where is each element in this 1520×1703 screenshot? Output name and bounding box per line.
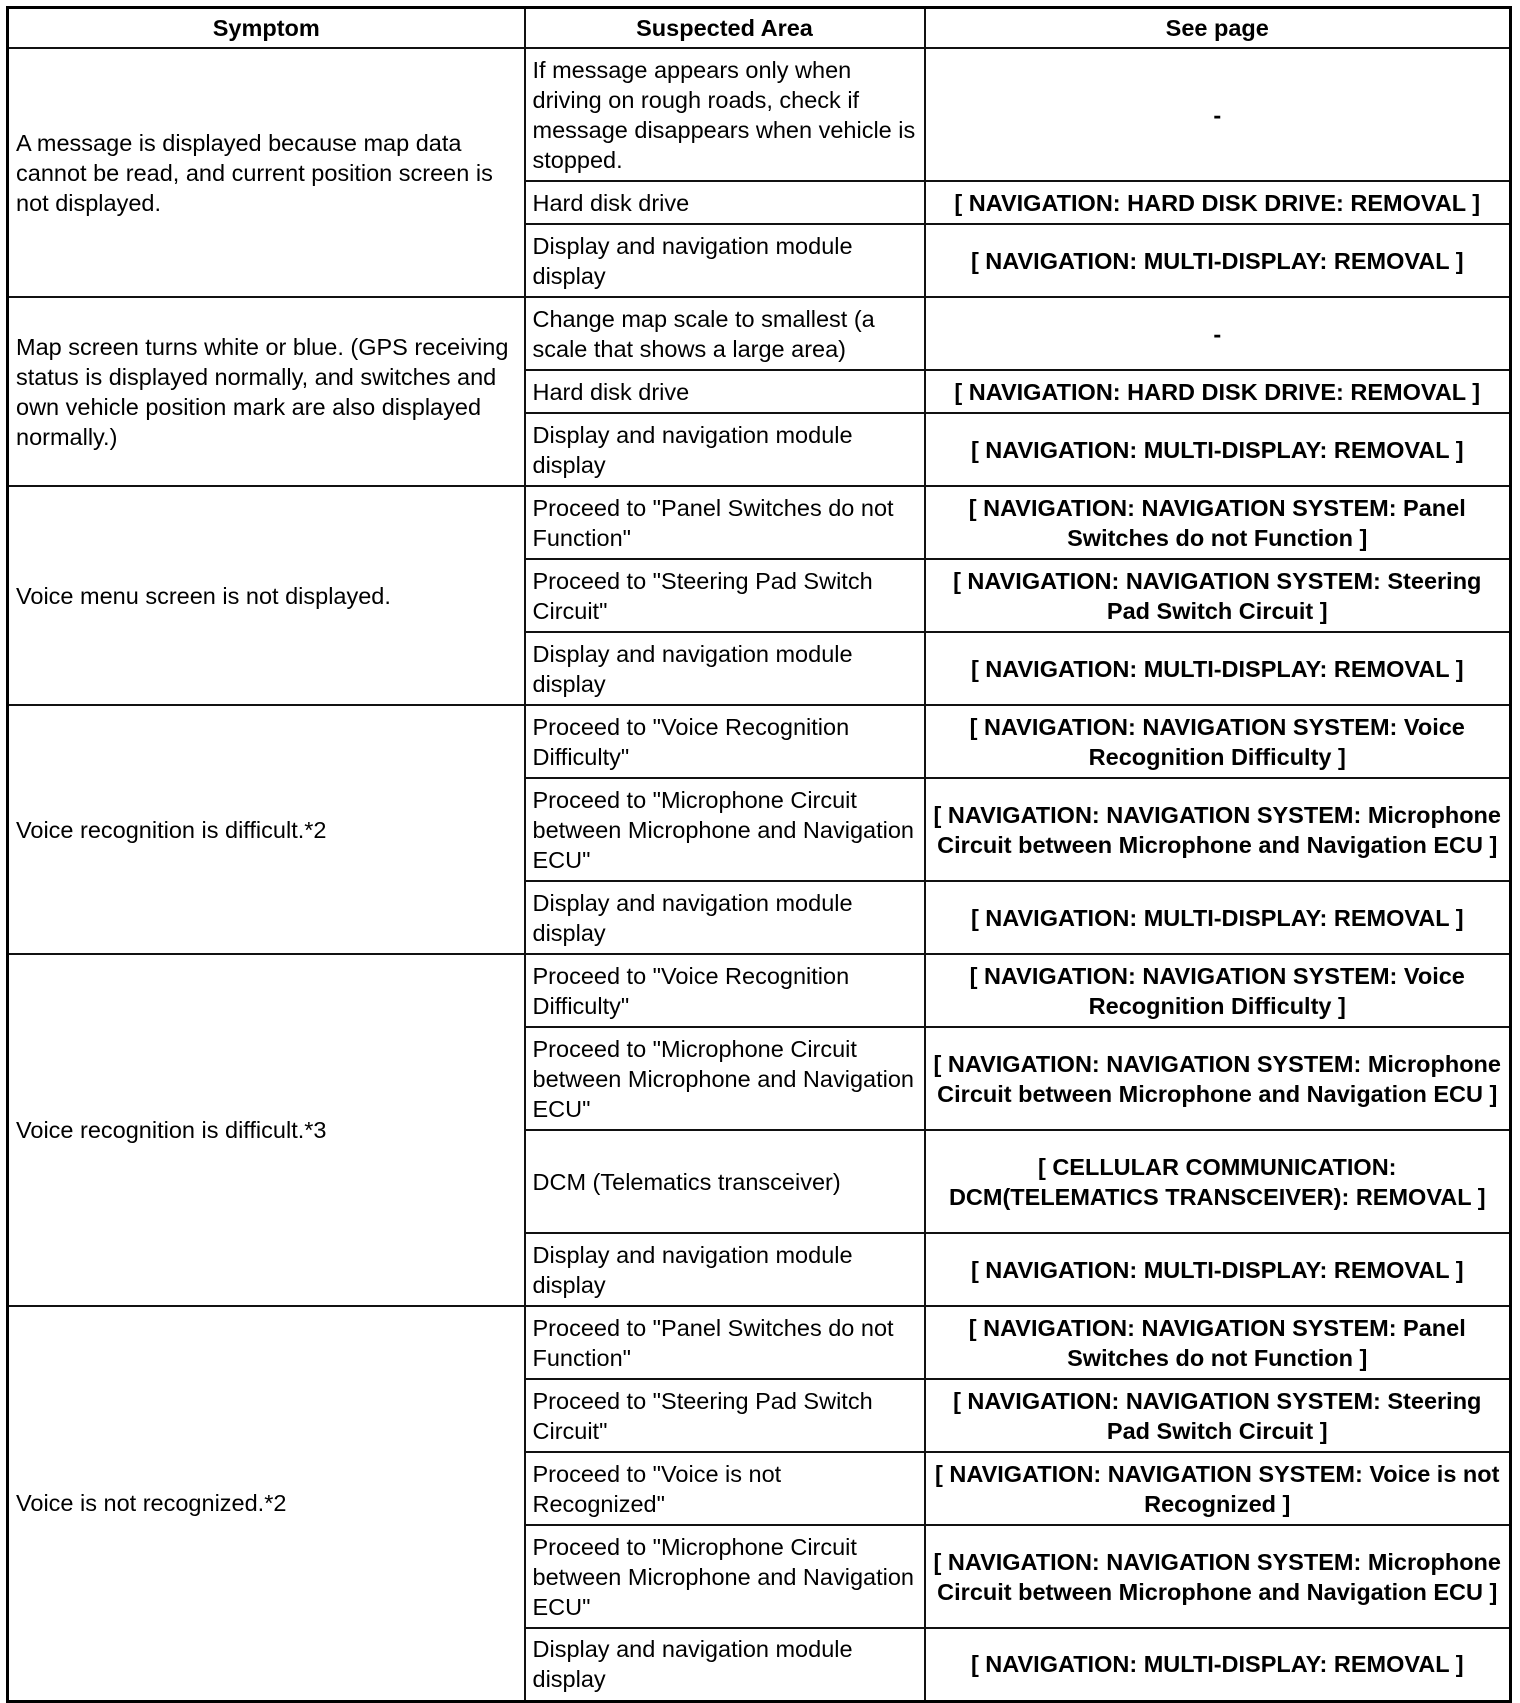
suspected-area-cell: Display and navigation module display bbox=[525, 1233, 925, 1306]
see-page-cell: [ NAVIGATION: NAVIGATION SYSTEM: Panel Switches do not Function ] bbox=[925, 1306, 1511, 1379]
see-page-cell: [ NAVIGATION: MULTI-DISPLAY: REMOVAL ] bbox=[925, 1628, 1511, 1701]
symptom-cell: Map screen turns white or blue. (GPS receiving status is displayed normally, and switches and own vehicle position mark are also displayed normally.) bbox=[8, 297, 525, 486]
table-row bbox=[8, 486, 1511, 559]
see-page-cell: [ NAVIGATION: NAVIGATION SYSTEM: Steering Pad Switch Circuit ] bbox=[925, 1379, 1511, 1452]
see-page-cell: [ CELLULAR COMMUNICATION: DCM(TELEMATICS TRANSCEIVER): REMOVAL ] bbox=[925, 1130, 1511, 1233]
suspected-area-cell: Display and navigation module display bbox=[525, 1628, 925, 1701]
suspected-area-cell: Proceed to "Steering Pad Switch Circuit" bbox=[525, 1379, 925, 1452]
see-page-cell: [ NAVIGATION: NAVIGATION SYSTEM: Microphone Circuit between Microphone and Navigation ECU ] bbox=[925, 1525, 1511, 1628]
table-row bbox=[8, 48, 1511, 181]
see-page-cell: [ NAVIGATION: MULTI-DISPLAY: REMOVAL ] bbox=[925, 632, 1511, 705]
suspected-area-cell: Proceed to "Voice Recognition Difficulty" bbox=[525, 705, 925, 778]
suspected-area-cell: Proceed to "Panel Switches do not Function" bbox=[525, 1306, 925, 1379]
suspected-area-cell: Proceed to "Microphone Circuit between Microphone and Navigation ECU" bbox=[525, 1525, 925, 1628]
table-row bbox=[8, 705, 1511, 778]
see-page-cell: [ NAVIGATION: MULTI-DISPLAY: REMOVAL ] bbox=[925, 1233, 1511, 1306]
table-header-row bbox=[8, 8, 1511, 49]
symptom-cell: A message is displayed because map data cannot be read, and current position screen is not displayed. bbox=[8, 48, 525, 297]
symptom-cell: Voice recognition is difficult.*3 bbox=[8, 954, 525, 1306]
header-see-page: See page bbox=[925, 8, 1511, 49]
suspected-area-cell: Hard disk drive bbox=[525, 370, 925, 413]
troubleshooting-table-container bbox=[6, 6, 1509, 1703]
suspected-area-cell: Change map scale to smallest (a scale that shows a large area) bbox=[525, 297, 925, 370]
see-page-cell: [ NAVIGATION: MULTI-DISPLAY: REMOVAL ] bbox=[925, 224, 1511, 297]
see-page-cell: [ NAVIGATION: MULTI-DISPLAY: REMOVAL ] bbox=[925, 413, 1511, 486]
header-suspected-area: Suspected Area bbox=[525, 8, 925, 49]
see-page-cell: - bbox=[925, 48, 1511, 181]
see-page-cell: [ NAVIGATION: HARD DISK DRIVE: REMOVAL ] bbox=[925, 181, 1511, 224]
see-page-cell: - bbox=[925, 297, 1511, 370]
suspected-area-cell: Display and navigation module display bbox=[525, 224, 925, 297]
suspected-area-cell: Proceed to "Microphone Circuit between Microphone and Navigation ECU" bbox=[525, 1027, 925, 1130]
see-page-cell: [ NAVIGATION: NAVIGATION SYSTEM: Panel Switches do not Function ] bbox=[925, 486, 1511, 559]
suspected-area-cell: Display and navigation module display bbox=[525, 413, 925, 486]
table-row bbox=[8, 297, 1511, 370]
table-row bbox=[8, 954, 1511, 1027]
suspected-area-cell: Proceed to "Voice is not Recognized" bbox=[525, 1452, 925, 1525]
suspected-area-cell: Proceed to "Steering Pad Switch Circuit" bbox=[525, 559, 925, 632]
symptom-cell: Voice menu screen is not displayed. bbox=[8, 486, 525, 705]
see-page-cell: [ NAVIGATION: NAVIGATION SYSTEM: Microphone Circuit between Microphone and Navigation ECU ] bbox=[925, 1027, 1511, 1130]
table-body bbox=[8, 48, 1511, 1701]
troubleshooting-table bbox=[6, 6, 1512, 1703]
suspected-area-cell: Display and navigation module display bbox=[525, 881, 925, 954]
see-page-cell: [ NAVIGATION: MULTI-DISPLAY: REMOVAL ] bbox=[925, 881, 1511, 954]
symptom-cell: Voice recognition is difficult.*2 bbox=[8, 705, 525, 954]
suspected-area-cell: Proceed to "Voice Recognition Difficulty" bbox=[525, 954, 925, 1027]
see-page-cell: [ NAVIGATION: NAVIGATION SYSTEM: Voice Recognition Difficulty ] bbox=[925, 705, 1511, 778]
symptom-cell: Voice is not recognized.*2 bbox=[8, 1306, 525, 1701]
table-row bbox=[8, 1306, 1511, 1379]
see-page-cell: [ NAVIGATION: NAVIGATION SYSTEM: Microphone Circuit between Microphone and Navigation ECU ] bbox=[925, 778, 1511, 881]
see-page-cell: [ NAVIGATION: NAVIGATION SYSTEM: Steering Pad Switch Circuit ] bbox=[925, 559, 1511, 632]
suspected-area-cell: DCM (Telematics transceiver) bbox=[525, 1130, 925, 1233]
suspected-area-cell: Proceed to "Panel Switches do not Function" bbox=[525, 486, 925, 559]
see-page-cell: [ NAVIGATION: HARD DISK DRIVE: REMOVAL ] bbox=[925, 370, 1511, 413]
header-symptom: Symptom bbox=[8, 8, 525, 49]
suspected-area-cell: Proceed to "Microphone Circuit between Microphone and Navigation ECU" bbox=[525, 778, 925, 881]
suspected-area-cell: Display and navigation module display bbox=[525, 632, 925, 705]
see-page-cell: [ NAVIGATION: NAVIGATION SYSTEM: Voice Recognition Difficulty ] bbox=[925, 954, 1511, 1027]
see-page-cell: [ NAVIGATION: NAVIGATION SYSTEM: Voice is not Recognized ] bbox=[925, 1452, 1511, 1525]
suspected-area-cell: If message appears only when driving on rough roads, check if message disappears when vehicle is stopped. bbox=[525, 48, 925, 181]
suspected-area-cell: Hard disk drive bbox=[525, 181, 925, 224]
